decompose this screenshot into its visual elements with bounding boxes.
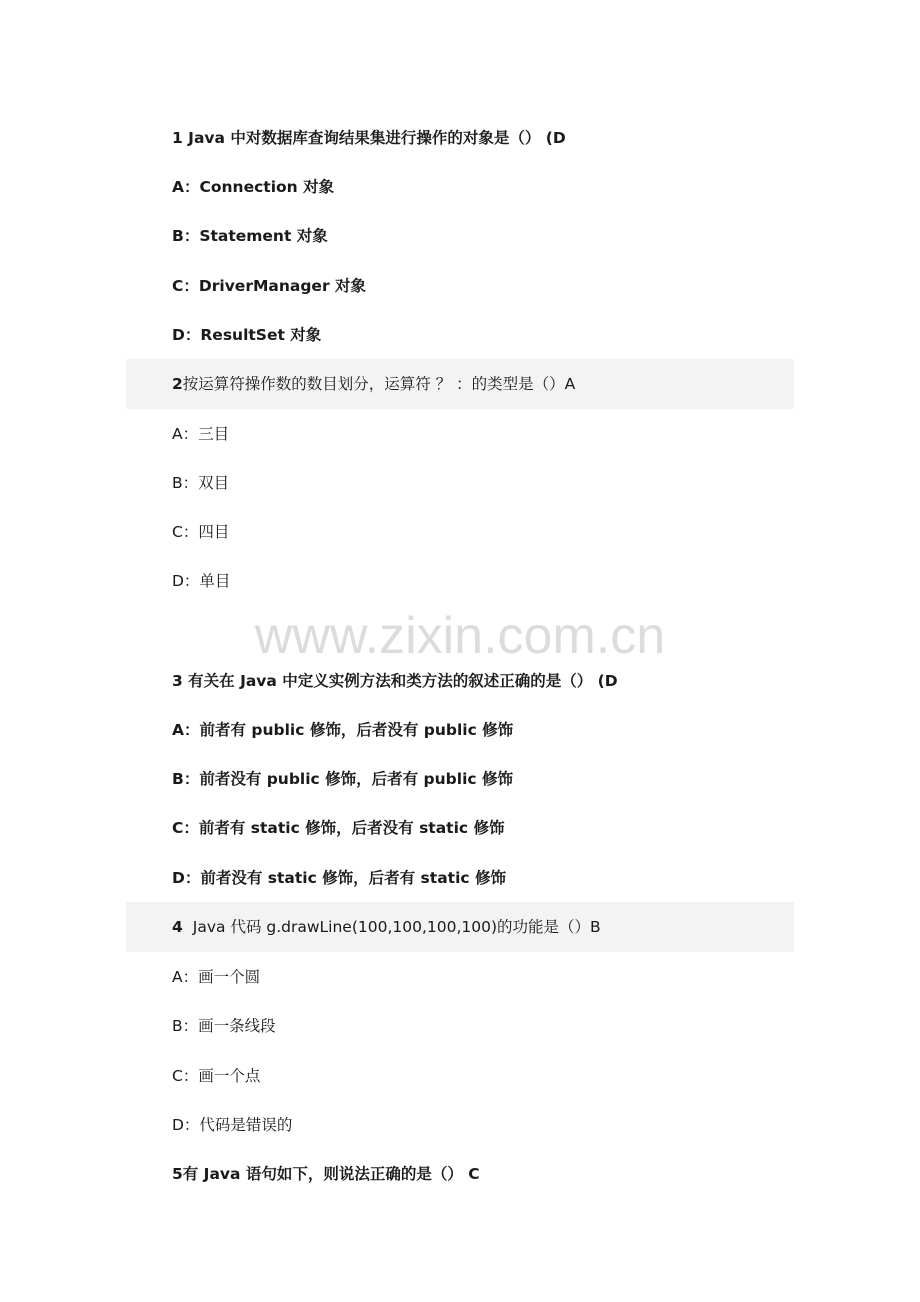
question-5-text: 5有 Java 语句如下，则说法正确的是（） C xyxy=(172,1165,480,1183)
question-4-body: Java 代码 g.drawLine(100,100,100,100)的功能是（）B xyxy=(192,918,601,936)
question-1-option-b: B：Statement 对象 xyxy=(172,227,328,245)
question-4-option-c: C：画一个点 xyxy=(172,1067,261,1085)
question-1-option-c: C：DriverManager 对象 xyxy=(172,277,366,295)
question-3-text: 3 有关在 Java 中定义实例方法和类方法的叙述正确的是（） (D xyxy=(172,672,618,690)
question-2-option-b: B：双目 xyxy=(172,474,230,492)
question-3-option-b: B：前者没有 public 修饰，后者有 public 修饰 xyxy=(172,770,513,788)
question-4-number: 4 xyxy=(172,918,183,936)
question-4-option-a: A：画一个圆 xyxy=(172,968,261,986)
question-4-option-d: D：代码是错误的 xyxy=(172,1116,293,1134)
question-3-option-a: A：前者有 public 修饰，后者没有 public 修饰 xyxy=(172,721,514,739)
watermark: www.zixin.com.cn xyxy=(254,607,666,665)
question-1-option-d: D：ResultSet 对象 xyxy=(172,326,322,344)
question-2-body: 按运算符操作数的数目划分，运算符 ？ ：的类型是（）A xyxy=(182,375,576,393)
question-2-option-c: C：四目 xyxy=(172,523,230,541)
question-2-option-d: D：单目 xyxy=(172,572,231,590)
question-1-option-a: A：Connection 对象 xyxy=(172,178,335,196)
question-2-option-a: A：三目 xyxy=(172,425,230,443)
question-4-option-b: B：画一条线段 xyxy=(172,1017,276,1035)
question-3-option-c: C：前者有 static 修饰，后者没有 static 修饰 xyxy=(172,819,505,837)
question-2-number: 2 xyxy=(172,375,183,393)
question-4-text xyxy=(172,914,601,940)
question-3-option-d: D：前者没有 static 修饰，后者有 static 修饰 xyxy=(172,869,506,887)
question-2-text xyxy=(172,371,575,397)
question-1-text: 1 Java 中对数据库查询结果集进行操作的对象是（） (D xyxy=(172,129,566,147)
